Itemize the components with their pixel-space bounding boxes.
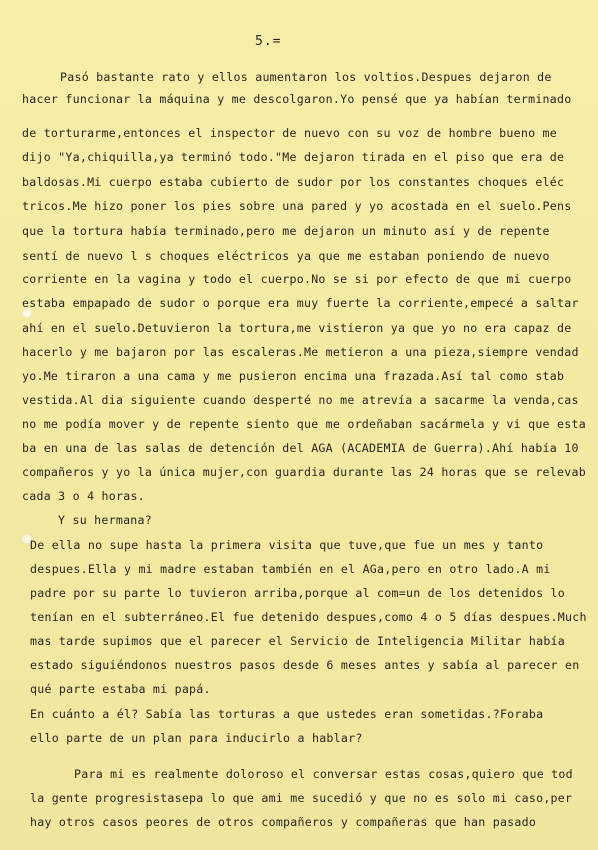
text-line: mas tarde supimos que el parecer el Servicio de Inteligencia Militar había [30,634,566,648]
text-line: compañeros y yo la única mujer,con guardia durante las 24 horas que se relevab [22,465,586,479]
text-line: hay otros casos peores de otros compañeros y compañeras que han pasado [30,815,537,829]
text-line: ba en una de las salas de detención del AGA (ACADEMIA de Guerra).Ahí había 10 [22,441,579,455]
text-line: Pasó bastante rato y ellos aumentaron los voltios.Despues dejaron de [60,70,552,84]
text-line: despues.Ella y mi madre estaban también en el AGa,pero en otro lado.A mi [30,562,551,576]
text-line: padre por su parte lo tuvieron arriba,porque al com=un de los detenidos lo [30,586,566,600]
text-line: hacer funcionar la máquina y me descolgaron.Yo pensé que ya habían terminado [22,92,572,106]
text-line: Para mi es realmente doloroso el conversar estas cosas,quiero que tod [74,767,573,781]
text-line: estado siguiéndonos nuestros pasos desde 6 meses antes y sabía al parecer en [30,658,580,672]
text-line: yo.Me tiraron a una cama y me pusieron encima una frazada.Así tal como stab [22,369,565,383]
text-line: qué parte estaba mi papá. [30,682,211,696]
text-line: baldosas.Mi cuerpo estaba cubierto de sudor por los constantes choques eléc [22,175,565,189]
text-line: ahí en el suelo.Detuvieron la tortura,me vistieron ya que yo no era capaz de [22,321,572,335]
text-line: que la tortura había terminado,pero me dejaron un minuto así y de repente [22,224,550,238]
text-line: De ella no supe hasta la primera visita que tuve,que fue un mes y tanto [30,538,544,552]
interview-question: Y su hermana? [58,513,152,527]
text-line: dijo "Ya,chiquilla,ya terminó todo."Me dejaron tirada en el piso que era de [22,150,565,164]
text-line: no me podía mover y de repente siento que me ordeñaban sacármela y vi que esta [22,417,586,431]
text-line: sentí de nuevo l s choques eléctricos ya que me estaban poniendo de nuevo [22,249,550,263]
text-line: cada 3 o 4 horas. [22,489,145,503]
text-line: de torturarme,entonces el inspector de nuevo con su voz de hombre bueno me [22,126,558,140]
text-line: tenían en el subterráneo.El fue detenido despues,como 4 o 5 días despues.Much [30,610,587,624]
text-line: estaba empapado de sudor o porque era muy fuerte la corriente,empecé a saltar [22,296,579,310]
page-number: 5.= [255,34,282,49]
text-line: vestida.Al dia siguiente cuando desperté no me atrevía a sacarme la venda,cas [22,393,579,407]
text-line: tricos.Me hizo poner los pies sobre una pared y yo acostada en el suelo.Pens [22,199,572,213]
interview-question: En cuánto a él? Sabía las torturas a que ustedes eran sometidas.?Foraba [30,707,544,721]
text-line: hacerlo y me bajaron por las escaleras.Me metieron a una pieza,siempre vendad [22,345,579,359]
interview-question: ello parte de un plan para inducirlo a hablar? [30,731,363,745]
text-line: la gente progresistasepa lo que ami me sucedió y que no es solo mi caso,per [30,791,573,805]
text-line: corriente en la vagina y todo el cuerpo.No se si por efecto de que mi cuerpo [22,272,572,286]
